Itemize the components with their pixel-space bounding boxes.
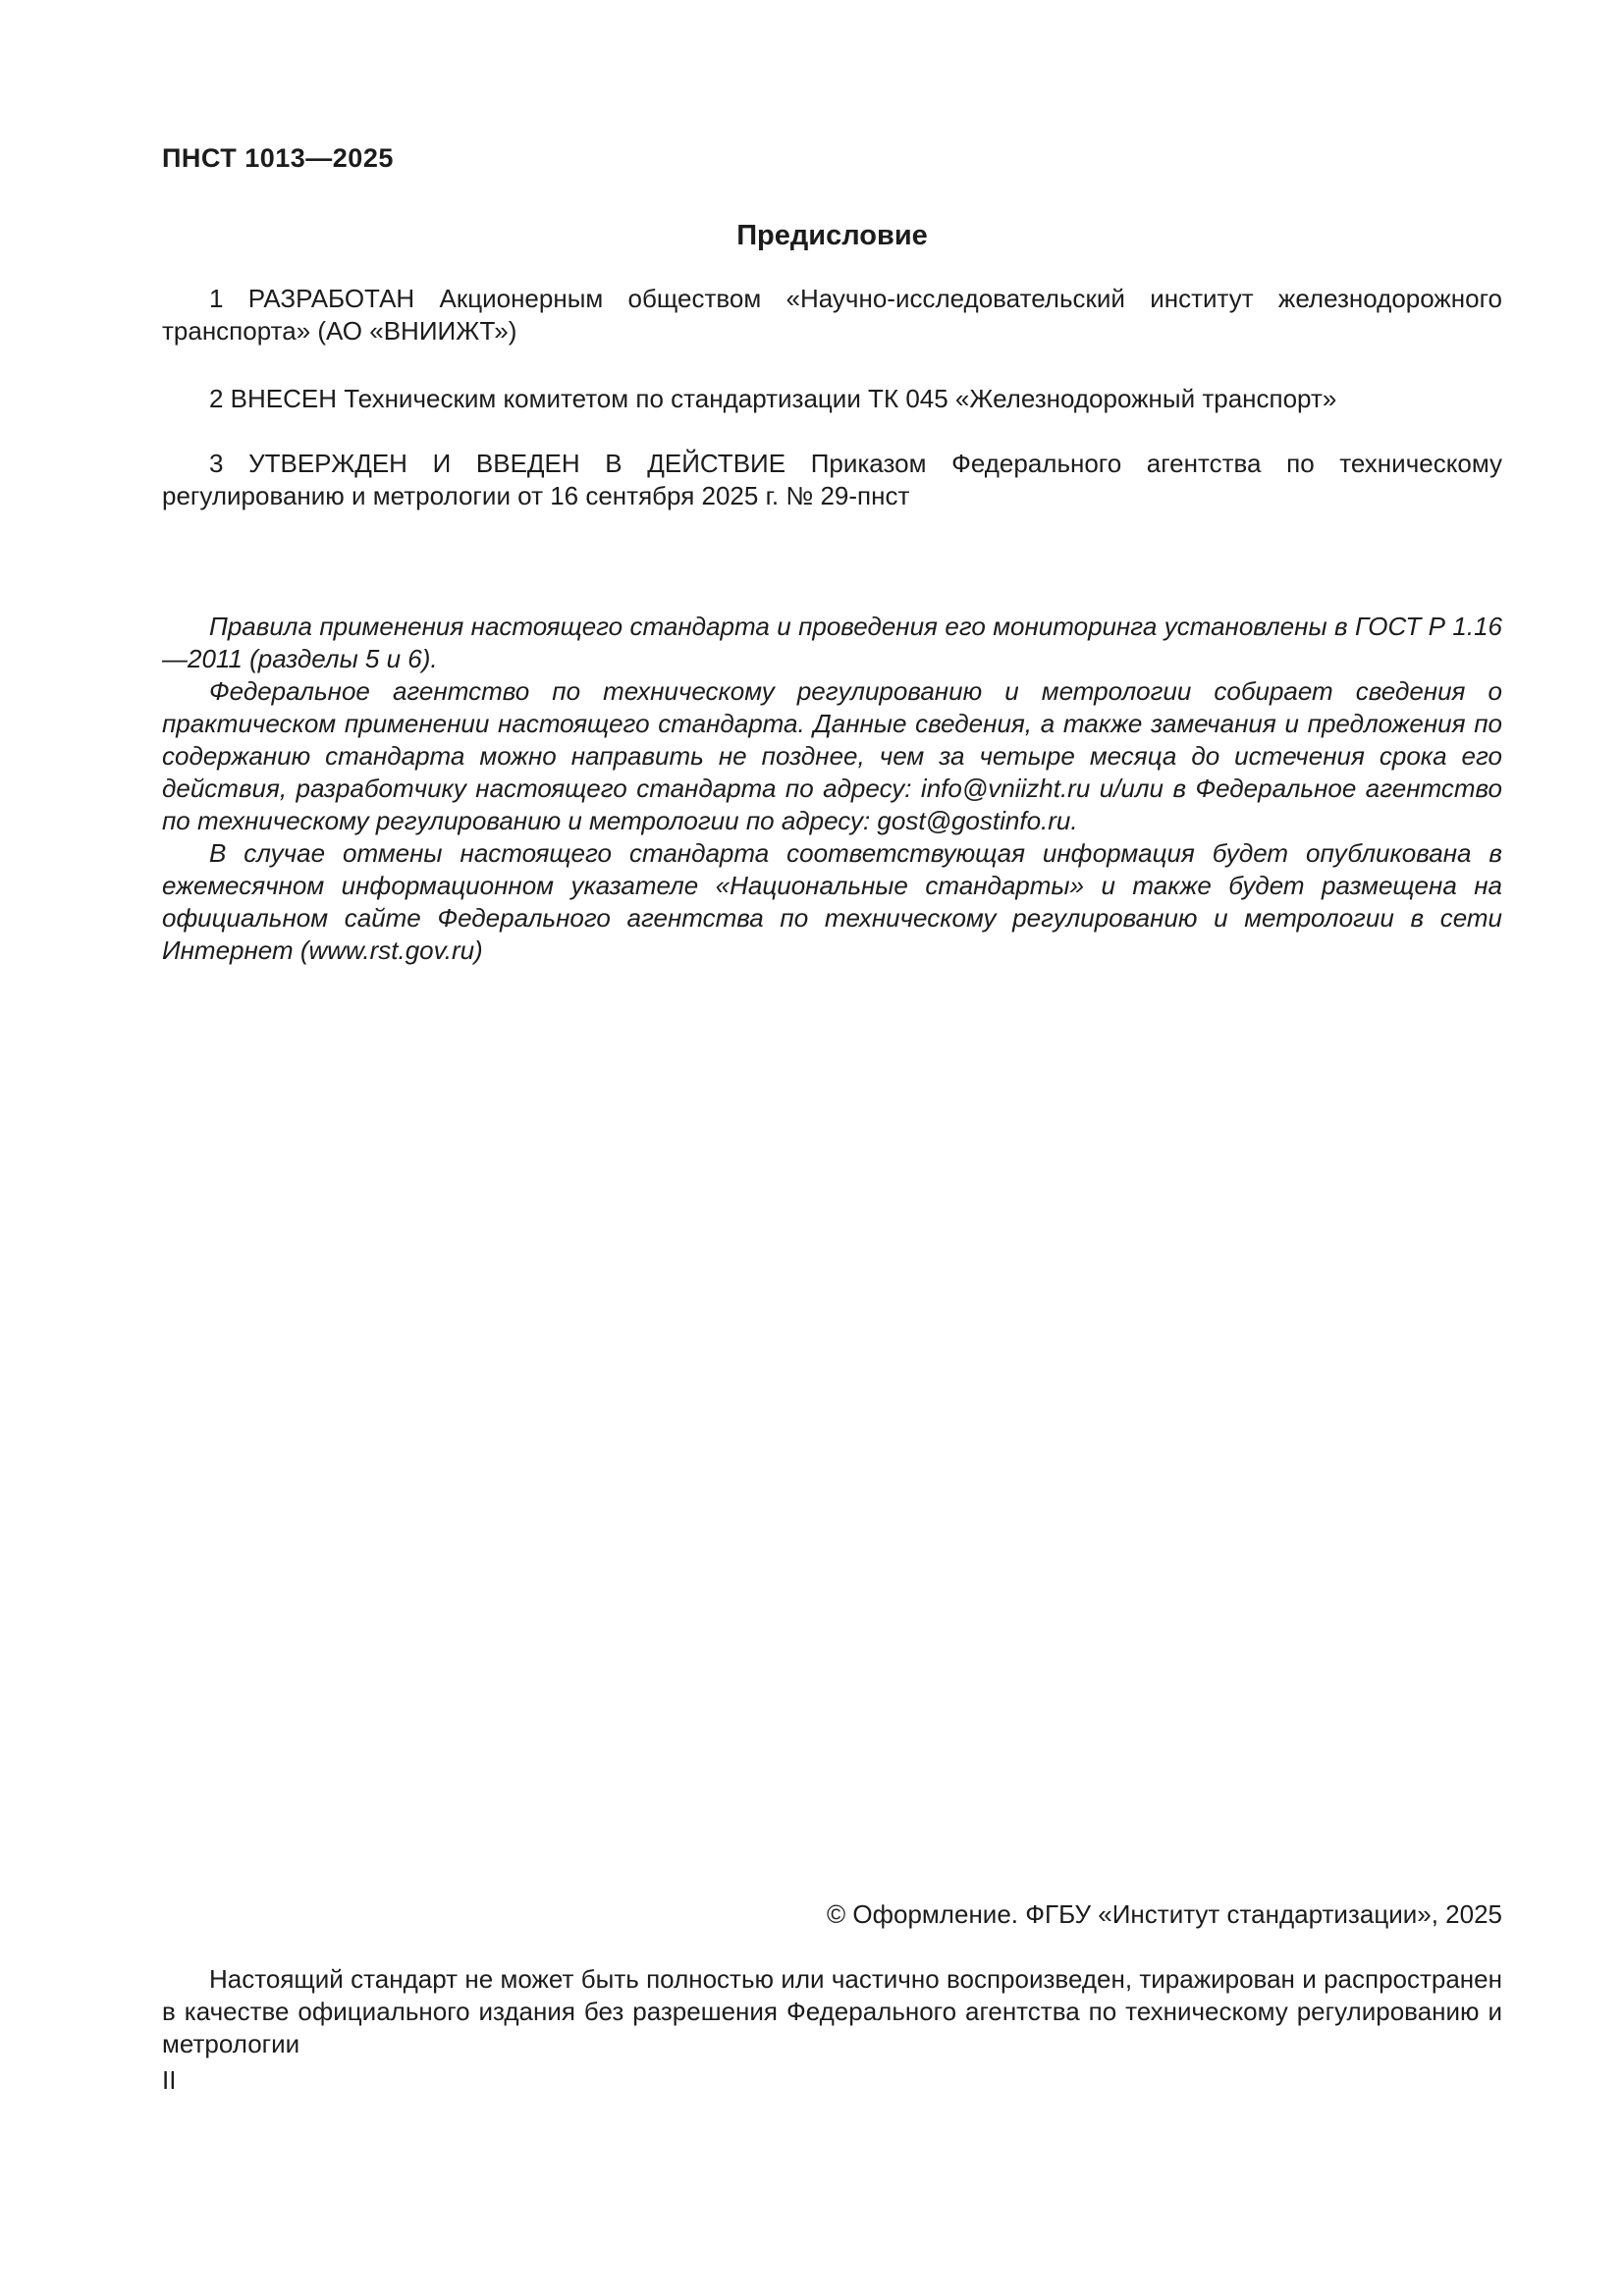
notice-cancellation-info: В случае отмены настоящего стандарта соответствующая информация будет опубликована в ежемесячном информационном указателе «Национальные стандарты» и также будет размещена на официальном сайте Федерального агентства по техническому регулированию и метрологии в сети Интернет (www.rst.gov.ru) (162, 838, 1502, 965)
standard-code: ПНСТ 1013—2025 (162, 143, 394, 173)
page-number: II (162, 2065, 177, 2095)
application-notice (162, 611, 1502, 967)
reproduction-restriction-text: Настоящий стандарт не может быть полностью или частично воспроизведен, тиражирован и распространен в качестве официального издания без разрешения Федерального агентства по техническому регулированию и метрологии (162, 1964, 1502, 2058)
foreword-clause-developed-text: 1 РАЗРАБОТАН Акционерным обществом «Научно-исследовательский институт железнодорожного транспорта» (АО «ВНИИЖТ») (162, 284, 1502, 346)
foreword-clause-submitted (162, 383, 1502, 415)
foreword-clause-approved-text: 3 УТВЕРЖДЕН И ВВЕДЕН В ДЕЙСТВИЕ Приказом Федерального агентства по техническому регулированию и метрологии от 16 сентября 2025 г. № 29-пнст (162, 449, 1502, 510)
foreword-clause-submitted-text: 2 ВНЕСЕН Техническим комитетом по стандартизации ТК 045 «Железнодорожный транспорт» (209, 384, 1337, 413)
notice-feedback-addresses: Федеральное агентство по техническому регулированию и метрологии собирает сведения о практическом применении настоящего стандарта. Данные сведения, а также замечания и предложения по содержанию стандарта можно направить не позднее, чем за четыре месяца до истечения срока его действия, разработчику настоящего стандарта по адресу: info@vniizht.ru и/или в Федеральное агентство по техническому регулированию и метрологии по адресу: gost@gostinfo.ru. (162, 676, 1502, 835)
foreword-clause-developed (162, 283, 1502, 347)
page-title: Предисловие (736, 220, 928, 251)
reproduction-restriction (162, 1963, 1502, 2060)
foreword-clause-approved (162, 448, 1502, 512)
copyright-line: © Оформление. ФГБУ «Институт стандартизации», 2025 (827, 1899, 1502, 1929)
notice-application-rules: Правила применения настоящего стандарта и проведения его мониторинга установлены в ГОСТ Р 1.16—2011 (разделы 5 и 6). (162, 612, 1502, 673)
